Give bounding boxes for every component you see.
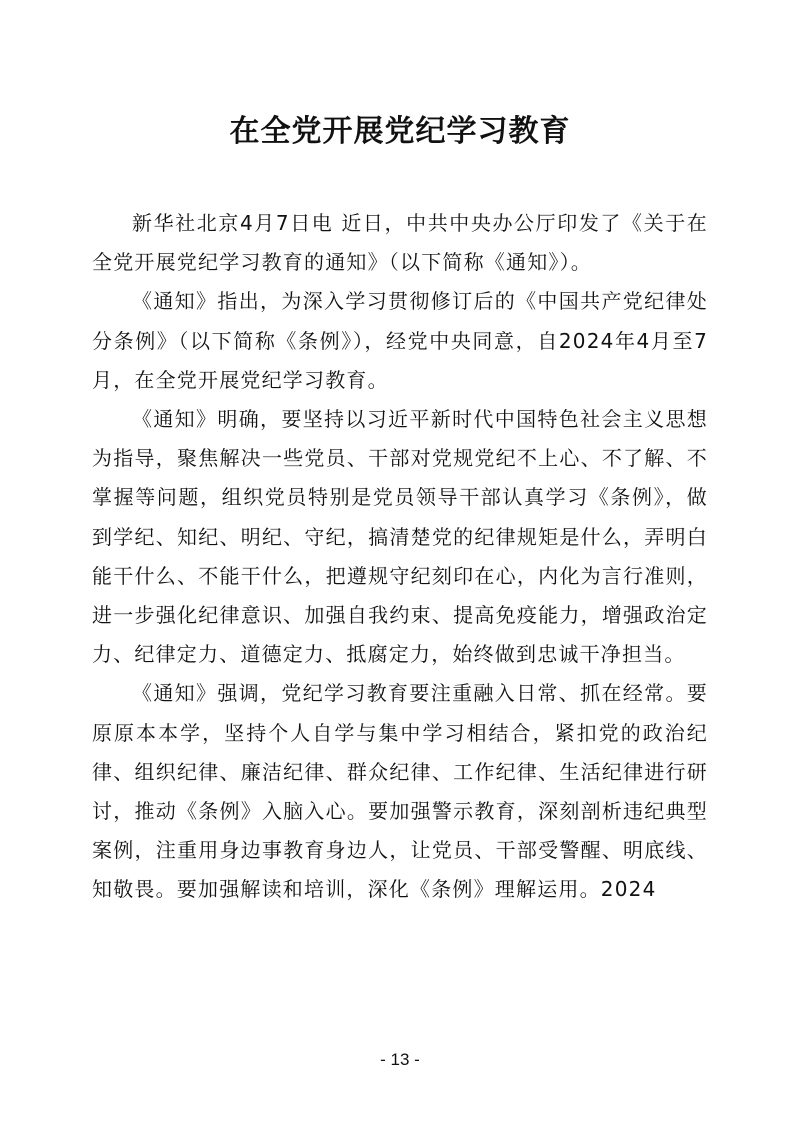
page-number: - 13 - <box>380 1050 420 1069</box>
paragraph-1: 新华社北京4月7日电 近日，中共中央办公厅印发了《关于在全党开展党纪学习教育的通知》（以下简称《通知》）。 <box>92 211 708 275</box>
paragraph-3: 《通知》明确，要坚持以习近平新时代中国特色社会主义思想为指导，聚焦解决一些党员、干部对党规党纪不上心、不了解、不掌握等问题，组织党员特别是党员领导干部认真学习《条例》，做到学纪、知纪、明纪、守纪，搞清楚党的纪律规矩是什么，弄明白能干什么、不能干什么，把遵规守纪刻印在心，内化为言行准则，进一步强化纪律意识、加强自我约束、提高免疫能力，增强政治定力、纪律定力、道德定力、抵腐定力，始终做到忠诚干净担当。 <box>92 407 708 667</box>
paragraph-2: 《通知》指出，为深入学习贯彻修订后的《中国共产党纪律处分条例》（以下简称《条例》），经党中央同意，自2024年4月至7月，在全党开展党纪学习教育。 <box>92 289 708 392</box>
document-body <box>92 204 708 910</box>
paragraph-4: 《通知》强调，党纪学习教育要注重融入日常、抓在经常。要原原本本学，坚持个人自学与集中学习相结合，紧扣党的政治纪律、组织纪律、廉洁纪律、群众纪律、工作纪律、生活纪律进行研讨，推动《条例》入脑入心。要加强警示教育，深刻剖析违纪典型案例，注重用身边事教育身边人，让党员、干部受警醒、明底线、知敬畏。要加强解读和培训，深化《条例》理解运用。2024 <box>92 681 708 902</box>
document-title: 在全党开展党纪学习教育 <box>229 114 571 149</box>
